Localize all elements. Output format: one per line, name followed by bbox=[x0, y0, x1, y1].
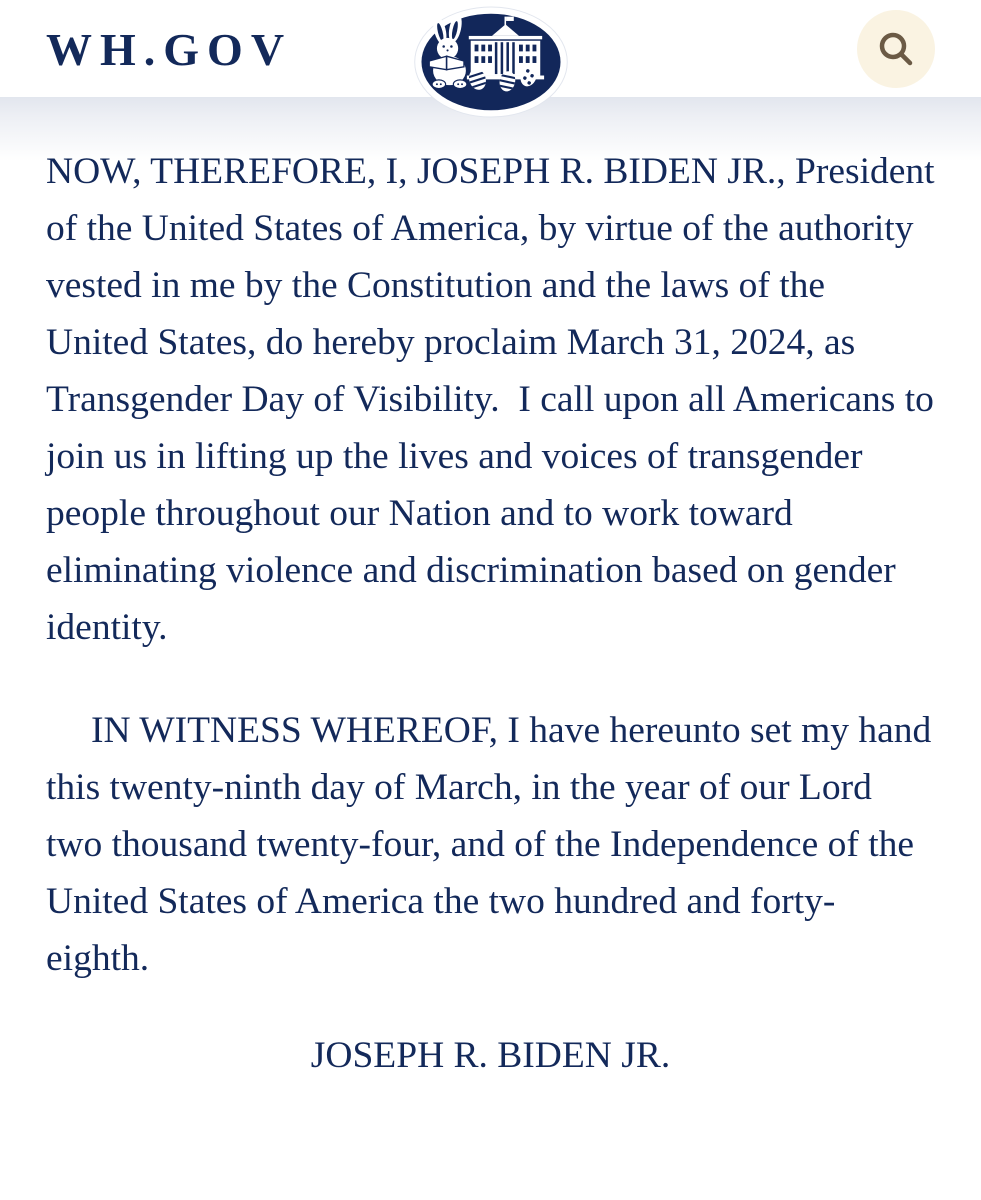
search-button[interactable] bbox=[857, 10, 935, 88]
proclamation-body bbox=[0, 143, 981, 1084]
proclamation-paragraph: IN WITNESS WHEREOF, I have hereunto set my hand this twenty-ninth day of March, in the year of our Lord two thousand twenty-four, and of the Independence of the United States of America the two hundred and forty-eighth. bbox=[46, 710, 941, 979]
search-icon bbox=[876, 29, 916, 69]
signature-line: JOSEPH R. BIDEN JR. bbox=[310, 1035, 671, 1076]
site-header bbox=[0, 0, 981, 97]
bunny-white-house-logo-icon bbox=[413, 6, 569, 118]
proclamation-paragraph: NOW, THEREFORE, I, JOSEPH R. BIDEN JR., President of the United States of America, by virtue of the authority vested in me by the Constitution and the laws of the United States, do hereby proclaim March 31, 2024, as Transgender Day of Visibility. I call upon all Americans to join us in lifting up the lives and voices of transgender people throughout our Nation and to work toward eliminating violence and discrimination based on gender identity. bbox=[46, 151, 944, 648]
brand-wordmark[interactable]: WH.GOV bbox=[46, 23, 293, 75]
easter-egg-roll-logo[interactable] bbox=[413, 6, 569, 118]
